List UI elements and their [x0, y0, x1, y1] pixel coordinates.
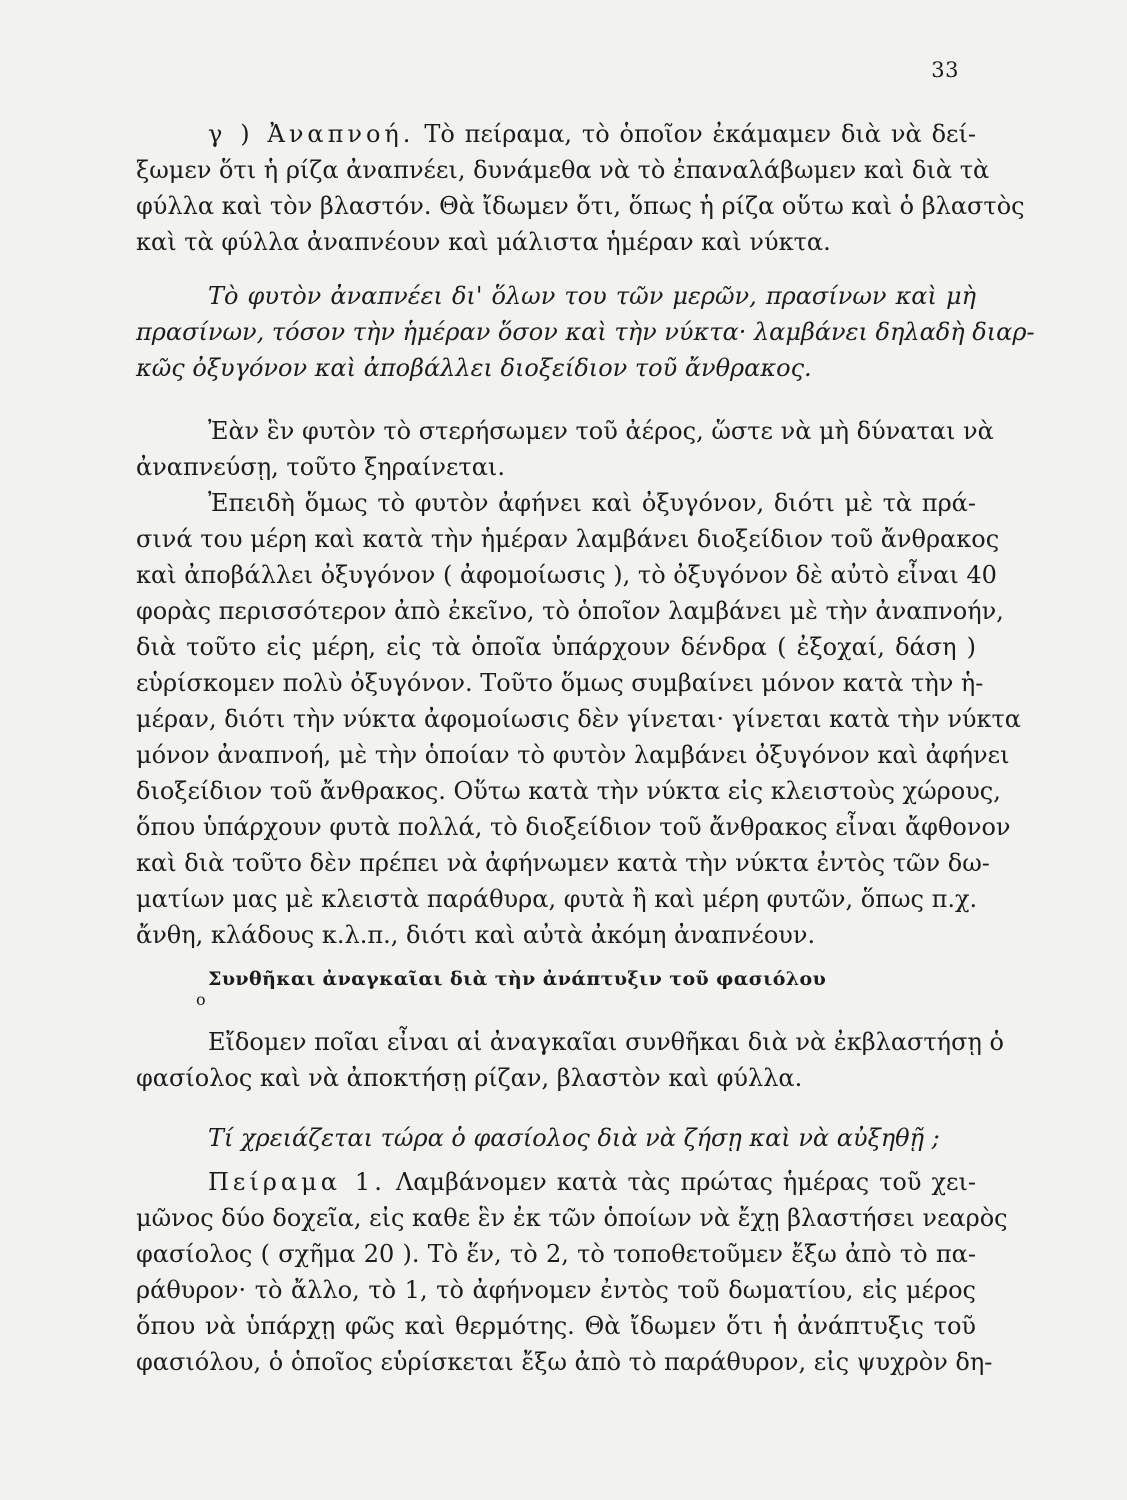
text-line: καὶ διὰ τοῦτο δὲν πρέπει νὰ ἀφήνωμεν κατὰ τὴν νύκτα ἐντὸς τῶν δω- [136, 849, 990, 877]
section-mark: ο [196, 990, 206, 1009]
text-line: φασιόλου, ὁ ὁποῖος εὑρίσκεται ἔξω ἀπὸ τὸ παράθυρον, εἰς ψυχρὸν δη- [136, 1348, 993, 1376]
text-line: ματίων μας μὲ κλειστὰ παράθυρα, φυτὰ ἢ καὶ μέρη φυτῶν, ὅπως π.χ. [136, 885, 978, 913]
text-line: φασίολος ( σχῆμα 20 ). Τὸ ἕν, τὸ 2, τὸ τοποθετοῦμεν ἔξω ἀπὸ τὸ πα- [136, 1240, 976, 1268]
text-line: ὅπου νὰ ὑπάρχῃ φῶς καὶ θερμότης. Θὰ ἴδωμεν ὅτι ἡ ἀνάπτυξις τοῦ [136, 1312, 976, 1340]
text-line: μῶνος δύο δοχεῖα, εἰς καθε ἓν ἐκ τῶν ὁποίων νὰ ἔχῃ βλαστήσει νεαρὸς [136, 1204, 1008, 1232]
text-line: καὶ ἀποβάλλει ὀξυγόνον ( ἀφομοίωσις ), τὸ ὀξυγόνον δὲ αὐτὸ εἶναι 40 [136, 561, 997, 589]
paragraph-respiration [136, 116, 1025, 260]
text-line: ξωμεν ὅτι ἡ ρίζα ἀναπνέει, δυνάμεθα νὰ τὸ ἐπαναλάβωμεν καὶ διὰ τὰ [136, 156, 990, 184]
experiment-paragraph [136, 1164, 1008, 1380]
text-line: ράθυρον· τὸ ἄλλο, τὸ 1, τὸ ἀφήνομεν ἐντὸς τοῦ δωματίου, εἰς μέρος [136, 1276, 976, 1304]
experiment-lead: Πείραμα 1. [208, 1168, 386, 1196]
question-paragraph [136, 1120, 976, 1156]
text-line: φασίολος καὶ νὰ ἀποκτήσῃ ρίζαν, βλαστὸν καὶ φύλλα. [136, 1064, 803, 1092]
text-line: Εἴδομεν ποῖαι εἶναι αἱ ἀναγκαῖαι συνθῆκαι διὰ νὰ ἐκβλαστήσῃ ὁ [208, 1028, 1004, 1056]
text-fragment: Λαμβάνομεν κατὰ τὰς πρώτας ἡμέρας τοῦ χει- [395, 1168, 976, 1196]
text-line: Τί χρειάζεται τώρα ὁ φασίολος διὰ νὰ ζήσῃ καὶ νὰ αὐξηθῇ ; [208, 1124, 940, 1152]
text-line: καὶ τὰ φύλλα ἀναπνέουν καὶ μάλιστα ἡμέραν καὶ νύκτα. [136, 228, 831, 256]
paragraph-conditions [136, 1024, 1004, 1096]
text-line: μέραν, διότι τὴν νύκτα ἀφομοίωσις δὲν γίνεται· γίνεται κατὰ τὴν νύκτα [136, 705, 1021, 733]
page-number: 33 [931, 58, 959, 82]
text-line: διοξείδιον τοῦ ἄνθρακος. Οὕτω κατὰ τὴν νύκτα εἰς κλειστοὺς χώρους, [136, 777, 1001, 805]
text-line: μόνον ἀναπνοή, μὲ τὴν ὁποίαν τὸ φυτὸν λαμβάνει ὀξυγόνον καὶ ἀφήνει [136, 741, 1010, 769]
text-line: φορὰς περισσότερον ἀπὸ ἐκεῖνο, τὸ ὁποῖον λαμβάνει μὲ τὴν ἀναπνοήν, [136, 597, 1004, 625]
text-line: φύλλα καὶ τὸν βλαστόν. Θὰ ἴδωμεν ὅτι, ὅπως ἡ ρίζα οὕτω καὶ ὁ βλαστὸς [136, 192, 1025, 220]
text-line: κῶς ὀξυγόνον καὶ ἀποβάλλει διοξείδιον τοῦ ἄνθρακος. [136, 354, 812, 382]
text-line: ἀναπνεύσῃ, τοῦτο ξηραίνεται. [136, 453, 505, 481]
text-line: πρασίνων, τόσον τὴν ἡμέραν ὅσον καὶ τὴν νύκτα· λαμβάνει δηλαδὴ διαρ- [136, 318, 1035, 346]
text-line: διὰ τοῦτο εἰς μέρη, εἰς τὰ ὁποῖα ὑπάρχουν δένδρα ( ἐξοχαί, δάση ) [136, 633, 976, 661]
text-line: ὅπου ὑπάρχουν φυτὰ πολλά, τὸ διοξείδιον τοῦ ἄνθρακος εἶναι ἄφθονον [136, 813, 1011, 841]
section-lead: γ ) Ἀναπνοή. [208, 120, 415, 148]
text-line: Τὸ φυτὸν ἀναπνέει δι' ὅλων του τῶν μερῶν, πρασίνων καὶ μὴ [208, 282, 976, 310]
paragraph-deprived-air [136, 413, 994, 485]
text-line [136, 1164, 976, 1200]
italic-rule-paragraph [136, 278, 1035, 386]
text-line: ἄνθη, κλάδους κ.λ.π., διότι καὶ αὐτὰ ἀκόμη ἀναπνέουν. [136, 921, 816, 949]
text-line: Ἐπειδὴ ὅμως τὸ φυτὸν ἀφήνει καὶ ὀξυγόνον, διότι μὲ τὰ πρά- [208, 489, 976, 517]
paragraph-oxygen [136, 485, 1021, 953]
text-line: εὑρίσκομεν πολὺ ὀξυγόνον. Τοῦτο ὅμως συμβαίνει μόνον κατὰ τὴν ἡ- [136, 669, 984, 697]
section-heading [208, 968, 908, 990]
section-heading-text: Συνθῆκαι ἀναγκαῖαι διὰ τὴν ἀνάπτυξιν τοῦ φασιόλου [208, 968, 827, 990]
text-line: σινά του μέρη καὶ κατὰ τὴν ἡμέραν λαμβάνει διοξείδιον τοῦ ἄνθρακος [136, 525, 1000, 553]
text-line: Ἐὰν ἓν φυτὸν τὸ στερήσωμεν τοῦ ἀέρος, ὥστε νὰ μὴ δύναται νὰ [208, 417, 994, 445]
text-fragment: Τὸ πείραμα, τὸ ὁποῖον ἐκάμαμεν διὰ νὰ δεί- [424, 120, 976, 148]
text-line [136, 116, 976, 152]
